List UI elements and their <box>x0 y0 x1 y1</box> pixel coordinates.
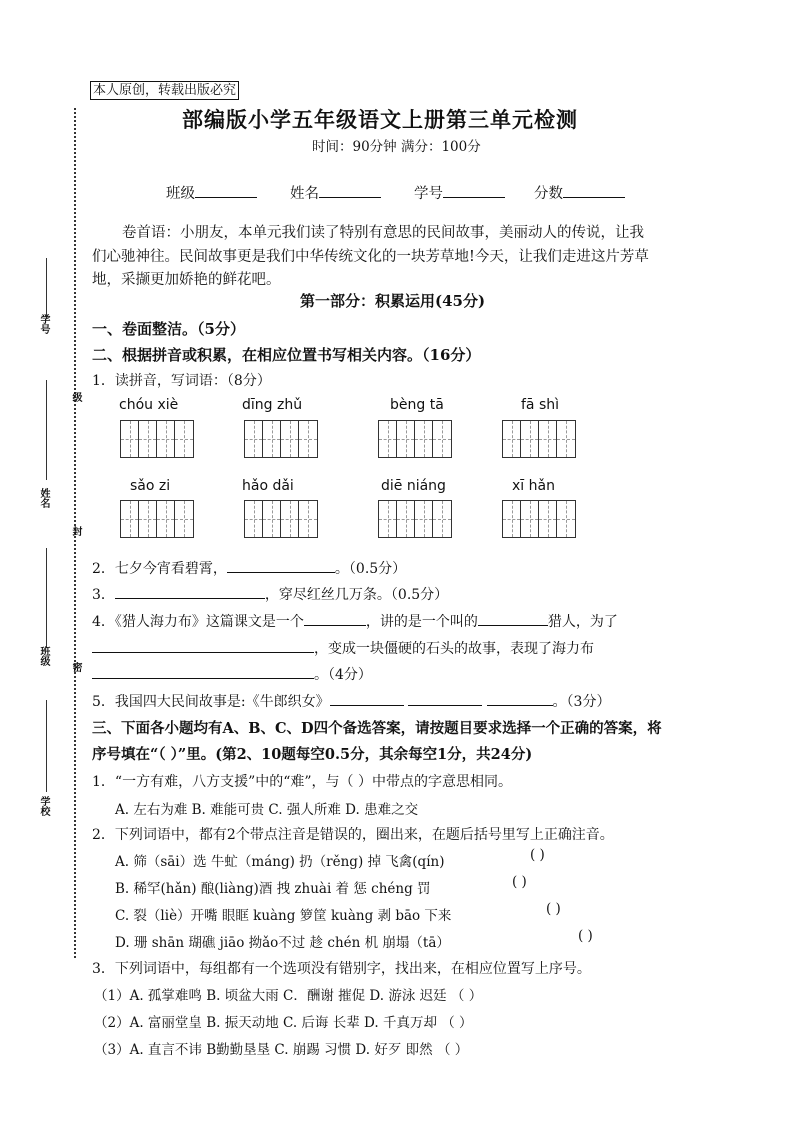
school-line <box>46 700 47 792</box>
page-title: 部编版小学五年级语文上册第三单元检测 <box>182 107 578 132</box>
answer-grid[interactable] <box>120 500 194 538</box>
mc2-question: 2．下列词语中，都有2个带点注音是错误的，圈出来，在题后括号里写上正确注音。 <box>92 827 614 843</box>
mc2-answer-paren[interactable]: ( ) <box>530 847 545 863</box>
q4-line-1: 4．《猎人海力布》这篇课文是一个 ，讲的是一个叫的 猎人，为了 <box>92 611 618 631</box>
q4-line-2: ，变成一块僵硬的石头的故事，表现了海力布 <box>92 638 594 658</box>
answer-grid[interactable] <box>120 420 194 458</box>
fold-mark-1: 级 <box>70 392 81 402</box>
mc1-options[interactable]: A. 左右为难 B. 难能可贵 C. 强人所难 D. 患难之交 <box>115 802 419 818</box>
mc2-option-d[interactable]: D. 珊 shān 瑚礁 jiāo 拗ǎo不过 趁 chén 机 崩塌（tā） <box>115 935 450 951</box>
name-line <box>46 380 47 480</box>
pinyin-4: fā shì <box>521 397 560 413</box>
answer-grid[interactable] <box>244 420 318 458</box>
q1-prompt: 1．读拼音，写词语：（8分） <box>92 373 271 389</box>
id-field[interactable] <box>414 182 505 203</box>
section1-heading: 一、卷面整洁。（5分） <box>92 320 245 338</box>
section3-heading-line-1: 三、下面各小题均有A、B、C、D四个备选答案，请按题目要求选择一个正确的答案，将 <box>92 720 662 737</box>
section2-heading: 二、根据拼音或积累，在相应位置书写相关内容。（16分） <box>92 346 481 364</box>
mc2-option-a[interactable]: A. 筛（sāi）选 牛虻（máng) 扔（rěng) 掉 飞禽(qín) <box>115 854 445 870</box>
answer-grid[interactable] <box>502 500 576 538</box>
mc3-question: 3．下列词语中，每组都有一个选项没有错别字，找出来，在相应位置写上序号。 <box>92 961 591 977</box>
mc1-question: 1．“一方有难，八方支援”中的“难”，与（ ）中带点的字意思相同。 <box>92 774 512 790</box>
mc2-option-c[interactable]: C. 裂（liè）开嘴 眼眶 kuàng 箩筐 kuàng 剥 bāo 下来 <box>115 908 452 924</box>
section3-heading-line-2: 序号填在“（ ）”里。(第2、10题每空0.5分，其余每空1分，共24分) <box>92 746 533 763</box>
pinyin-3: bèng tā <box>390 397 444 413</box>
answer-blank[interactable] <box>115 584 265 599</box>
q2: 2．七夕今宵看碧霄， 。（0.5分） <box>92 558 406 578</box>
pinyin-2: dīng zhǔ <box>242 397 303 413</box>
mc3-group-2[interactable]: （2）A. 富丽堂皇 B. 振天动地 C. 后诲 长辈 D. 千真万却 （ ） <box>94 1015 473 1031</box>
mc3-group-3[interactable]: （3）A. 直言不讳 B勤勤垦垦 C. 崩踢 习惯 D. 好歹 即然 （ ） <box>94 1042 469 1058</box>
mc2-answer-paren[interactable]: ( ) <box>546 901 561 917</box>
intro-line-1: 卷首语：小朋友，本单元我们读了特别有意思的民间故事，美丽动人的传说，让我 <box>122 225 644 241</box>
answer-grid[interactable] <box>244 500 318 538</box>
sidebar-school-label: 学校 <box>38 796 49 816</box>
answer-blank[interactable] <box>478 611 548 626</box>
answer-grid[interactable] <box>378 500 452 538</box>
q5: 5．我国四大民间故事是:《牛郎织女》 。（3分） <box>92 691 610 711</box>
sidebar-class-label: 班级 <box>38 646 49 666</box>
pinyin-6: hǎo dǎi <box>242 478 294 494</box>
id-label: 学号 <box>414 186 443 202</box>
intro-line-3: 地，采撷更加娇艳的鲜花吧。 <box>92 272 281 288</box>
q4-line-3: 。（4分） <box>92 664 372 684</box>
id-line <box>46 258 47 318</box>
part1-heading: 第一部分：积累运用(45分) <box>300 292 486 310</box>
mc2-answer-paren[interactable]: ( ) <box>578 928 593 944</box>
name-field[interactable] <box>290 182 381 203</box>
answer-blank[interactable] <box>408 691 482 706</box>
sidebar-id-label: 学号 <box>38 314 49 334</box>
name-label: 姓名 <box>290 186 319 202</box>
q3: 3． ，穿尽红丝几万条。（0.5分） <box>92 584 448 604</box>
class-line <box>46 548 47 648</box>
class-field[interactable] <box>166 182 257 203</box>
class-label: 班级 <box>166 186 195 202</box>
fold-mark-3: 密 <box>70 662 81 672</box>
copyright-stamp: 本人原创，转载出版必究 <box>90 81 239 100</box>
score-label: 分数 <box>534 186 563 202</box>
pinyin-8: xī hǎn <box>512 478 555 494</box>
answer-blank[interactable] <box>92 638 314 653</box>
answer-blank[interactable] <box>227 558 335 573</box>
answer-blank[interactable] <box>487 691 553 706</box>
mc2-option-b[interactable]: B. 稀罕(hǎn) 酿(liàng)酒 拽 zhuài 着 惩 chéng 罚 <box>115 881 431 897</box>
sidebar-name-label: 姓名 <box>38 488 49 508</box>
answer-blank[interactable] <box>304 611 366 626</box>
exam-time: 时间：90分钟 满分：100分 <box>312 139 481 155</box>
intro-line-2: 们心驰神往。民间故事更是我们中华传统文化的一块芳草地!今天，让我们走进这片芳草 <box>92 249 649 265</box>
answer-grid[interactable] <box>502 420 576 458</box>
score-field[interactable] <box>534 182 625 203</box>
answer-grid[interactable] <box>378 420 452 458</box>
fold-mark-2: 封 <box>70 526 81 536</box>
pinyin-5: sǎo zi <box>130 478 171 494</box>
pinyin-1: chóu xiè <box>119 397 179 413</box>
mc2-answer-paren[interactable]: ( ) <box>512 874 527 890</box>
answer-blank[interactable] <box>330 691 404 706</box>
answer-blank[interactable] <box>92 664 314 679</box>
pinyin-7: diē niáng <box>381 478 446 494</box>
mc3-group-1[interactable]: （1）A. 孤掌难鸣 B. 顷盆大雨 C．酬谢 摧促 D. 游泳 迟廷 （ ） <box>94 988 483 1004</box>
